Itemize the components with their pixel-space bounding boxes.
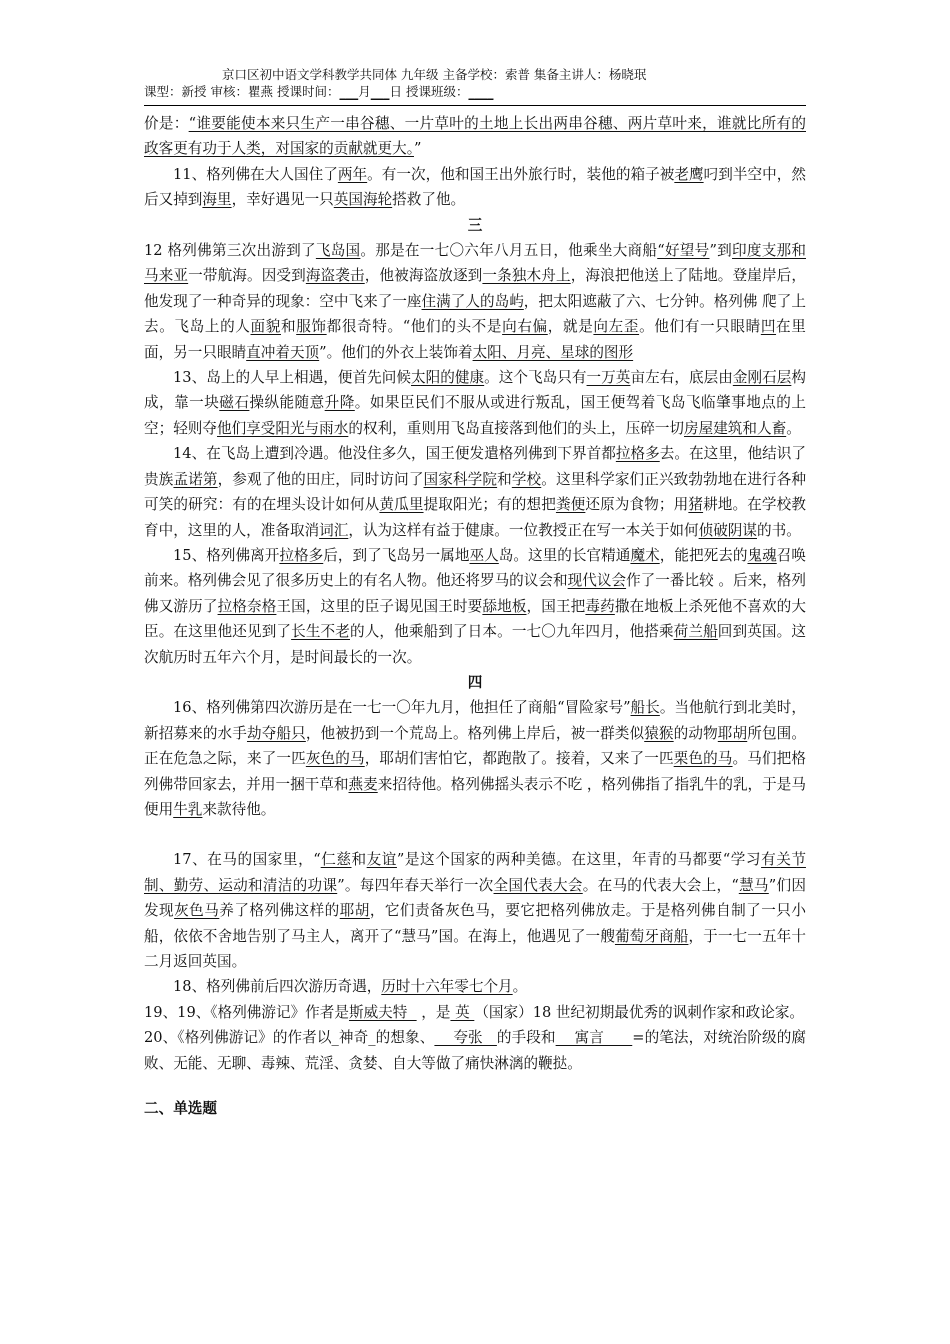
text: 11、格列佛在大人国住了: [173, 165, 338, 183]
header-rule: [144, 105, 806, 106]
answer: 一条独木舟上: [482, 267, 571, 285]
answer: 侦破阴谋: [698, 521, 757, 539]
text: 12 格列佛第三次出游到了: [144, 242, 316, 260]
answer: 海盗袭击: [305, 267, 365, 285]
text: 18、格列佛前后四次游历奇遇，: [173, 978, 382, 996]
answer: 历时十六年零七个月: [381, 978, 513, 996]
answer: 升降: [324, 394, 355, 412]
answer: 面貌: [250, 318, 281, 336]
answer: 一万英: [586, 369, 631, 387]
text: 15、格列佛离开: [173, 546, 280, 564]
answer: 粪便: [555, 496, 586, 514]
text: =的笔法，对统治阶级的腐败、无能、无聊、毒辣、荒淫、贪婪、自大等做了痛快淋漓的鞭挞。: [144, 1029, 806, 1072]
text: ，于一七一五年十二月返回英国。: [144, 927, 806, 970]
answer: 向左歪: [593, 318, 640, 336]
text: 和: [497, 470, 512, 488]
text: ，他被扔到一个荒岛上。格列佛上岸后，被一群类似: [305, 724, 645, 742]
section-heading-3: 三: [467, 216, 483, 234]
section-heading-4: 四: [467, 673, 483, 691]
blank-line: [144, 822, 806, 847]
answer: 荷兰船: [673, 623, 718, 641]
answer: 他们享受阳光与雨水: [216, 419, 349, 437]
answer: 学校: [511, 470, 542, 488]
answer: 金刚石层: [732, 369, 792, 387]
text: 20、《格列佛游记》的作者以_神奇_的想象、: [144, 1029, 435, 1047]
text: 。有一次，他和国王出外旅行时，装他的箱子被: [367, 165, 675, 183]
text: ，认为这样有益于健康。一位教授正在写一本关于如何: [348, 521, 699, 539]
text: 16、格列佛第四次游历是在一七一〇年九月，他担任了商船“冒险家号”: [173, 699, 631, 717]
answer: 海里: [202, 191, 232, 209]
answer: 英: [450, 1003, 475, 1021]
answer: 长生不老: [291, 623, 350, 641]
answer: 国家科学院: [423, 470, 498, 488]
answer: 猪: [688, 496, 704, 514]
paragraph-14: [144, 441, 806, 543]
document-body: [144, 111, 806, 1121]
answer: 巫人: [469, 546, 499, 564]
answer: 太阳的健康: [411, 369, 485, 387]
text: ，海浪把他送上了陆地。登崖岸后，他发现了一种奇异的现象：空中飞来了一座: [144, 267, 806, 310]
text: ，他被海盗放逐到: [364, 267, 483, 285]
answer: 船长: [630, 699, 660, 717]
text: ”是这个国家的两种美德。在这里，年青的马都要“学习: [396, 851, 762, 869]
text: 17、在马的国家里，“: [173, 851, 321, 869]
section-heading-single-choice: 二、单选题: [144, 1100, 217, 1118]
paragraph-12: [144, 238, 806, 365]
answer: 魔术: [630, 546, 660, 564]
text: 的书。: [757, 521, 801, 539]
paragraph-18: [144, 974, 806, 999]
text: ”。他们的外衣上装饰着: [319, 343, 473, 361]
class-blank: ____: [468, 84, 494, 99]
paragraph-20: [144, 1025, 806, 1076]
text: ，参观了他的田庄，同时访问了: [217, 470, 424, 488]
text: 还原为食物；用: [585, 496, 689, 514]
text: （国家）18 世纪初期最优秀的讽刺作家和政论家。: [474, 1003, 805, 1021]
answer: 房屋建筑和人畜: [684, 419, 787, 437]
text: 。这里科学家们正兴致勃勃地在进行各种可笑的研究：有的在埋头设计如何从: [144, 470, 806, 514]
header-line-1: 京口区初中语文学科教学共同体 九年级 主备学校：索普 集备主讲人：杨晓珉: [222, 67, 647, 82]
text: 提取阳光；有的想把: [423, 496, 556, 514]
answer: 夸张: [434, 1029, 497, 1047]
text: 的权利，重则用飞岛直接落到他们的头上，压碎一切: [348, 419, 685, 437]
answer: 仁慈: [320, 851, 352, 869]
text: 19、19、《格列佛游记》作者是: [144, 1003, 349, 1021]
paragraph-10-cont: [144, 111, 806, 162]
answer: 两年: [337, 165, 368, 183]
text: 养了格列佛这样的: [219, 902, 340, 920]
text: 耕地。在学校教育中，这里的人，准备取消: [144, 496, 806, 539]
text: 。: [512, 978, 528, 996]
header-course-info: 课型：新授 审核：瞿燕 授课时间：: [144, 84, 340, 99]
paragraph-13: [144, 365, 806, 441]
answer: 黄瓜里: [379, 496, 424, 514]
answer: 太阳、月亮、星球的图形: [472, 343, 634, 361]
text: 13、岛上的人早上相遇，便首先问候: [173, 369, 412, 387]
text: ”: [413, 140, 422, 158]
answer: 耶胡: [717, 724, 748, 742]
day-blank: ___: [370, 84, 390, 99]
text: 。在马的代表大会上，“: [582, 876, 739, 894]
header-class-label: 日 授课班级：: [389, 84, 469, 99]
text: ，国王把: [526, 597, 586, 615]
answer: 服饰: [296, 318, 327, 336]
text: 。马们把格列佛带回家去，并用一捆干草和: [144, 750, 806, 793]
paragraph-19: [144, 1000, 806, 1025]
paragraph-15: [144, 543, 806, 670]
answer: “谁要能使本来只生产一串谷穗、一片草叶的土地上长出两串谷穗、两片草叶来，谁就比所有的政客更有功于人类，对国家的贡献就更大。: [144, 115, 806, 158]
text: ”到: [709, 242, 733, 260]
text: 回到英国。这次航历时五年六个月，是时间最长的一次。: [144, 623, 806, 666]
paragraph-11: [144, 162, 806, 213]
answer: 印度支那和马来亚: [144, 242, 806, 285]
answer: 鬼魂: [747, 546, 777, 564]
text: 的动物: [673, 724, 718, 742]
text: ”。每四年春天举行一次: [337, 876, 494, 894]
answer: 毒药: [585, 597, 615, 615]
text: 。那是在一七〇六年八月五日，他乘坐大商船: [360, 242, 658, 260]
text: 来招待他。格列佛摇头表示不吃 ，格列佛指了指乳牛的乳，于是马便用: [144, 775, 806, 818]
text: 召唤前来。格列佛会见了很多历史上的有名人物。他还将罗马的议会和: [144, 546, 806, 590]
answer: 直冲着天顶: [246, 343, 320, 361]
answer: 拉格奈格: [217, 597, 277, 615]
answer: 斯威夫特: [348, 1003, 417, 1021]
text: 和: [280, 318, 297, 336]
text: 亩左右，底层由: [630, 369, 733, 387]
text: 王国，这里的臣子谒见国王时要: [276, 597, 483, 615]
text: 。这个飞岛只有: [484, 369, 587, 387]
text: ，是: [416, 1003, 451, 1021]
text: 和: [351, 851, 367, 869]
paragraph-16: [144, 695, 806, 822]
answer: 耶胡: [339, 902, 370, 920]
text: 操纵能随意: [249, 394, 325, 412]
header-line-2: [144, 83, 806, 100]
answer: 住满了人的岛屿: [421, 292, 524, 310]
answer: 英国海轮: [333, 191, 393, 209]
answer: 猿猴: [644, 724, 674, 742]
text: 作了一番比较 。后来，格列佛又游历了: [144, 572, 806, 615]
text: 14、在飞岛上遭到冷遇。他没住多久，国王便发遣格列佛到下界首都: [173, 445, 616, 463]
text: 价是：: [144, 115, 189, 132]
text: 。当他航行到北美时，新招募来的水手: [144, 699, 806, 742]
text: ，它们责备灰色马，要它把格列佛放走。于是格列佛自制了一只小船，依依不舍地告别了马主人，离开了“慧马”国。在海上，他遇见了一艘: [144, 902, 806, 945]
text: 都很奇特。“他们的头不是: [326, 318, 503, 336]
text: 一带航海。因受到: [188, 267, 306, 285]
answer: 慧马: [738, 876, 769, 894]
answer: 栗色的马: [673, 750, 733, 768]
text: 去。在这里，他结识了贵族: [144, 445, 806, 488]
answer: 全国代表大会: [493, 876, 583, 894]
text: ，耶胡们害怕它，都跑散了。接着，又来了一匹: [364, 750, 674, 768]
text: ，能把死去的: [659, 546, 748, 564]
answer: 寓言: [555, 1029, 633, 1047]
text: 。他们有一只眼睛: [639, 318, 761, 336]
answer: 燕麦: [348, 775, 378, 793]
text: ，幸好遇见一只: [231, 191, 334, 209]
text: ，把太阳遮蔽了六、七分钟。格列佛 爬了上去。飞岛上的人: [144, 292, 806, 336]
text: 在里面，另一只眼睛: [144, 318, 806, 361]
paragraph-17: [144, 847, 806, 974]
text: 来款待他。: [202, 800, 276, 818]
text: 后，到了飞岛另一属地: [323, 546, 470, 564]
answer: “好望号: [657, 242, 710, 260]
answer: 灰色的马: [305, 750, 365, 768]
text: 构成，靠一块: [144, 369, 806, 412]
answer: 牛乳: [173, 800, 203, 818]
answer: 葡萄牙商船: [614, 927, 689, 945]
text: 撒在地板上杀死他不喜欢的大臣。在这里他还见到了: [144, 597, 806, 641]
answer: 现代议会: [567, 572, 627, 590]
answer: 词汇: [319, 521, 349, 539]
answer: 劫夺船只: [246, 724, 306, 742]
text: 搭救了他。: [392, 191, 466, 209]
text: 。如果臣民们不服从或进行叛乱，国王便驾着飞岛飞临肇事地点的上空；轻则夺: [144, 394, 806, 437]
answer: 友谊: [366, 851, 397, 869]
document-page: [144, 66, 806, 1121]
answer: 磁石: [219, 394, 250, 412]
text: 。: [786, 419, 801, 437]
answer: 拉格多: [615, 445, 660, 463]
text: 叼到半空中，然后又掉到: [144, 165, 806, 209]
answer: 拉格多: [279, 546, 324, 564]
answer: 灰色马: [174, 902, 220, 920]
text: 的手段和: [496, 1029, 556, 1047]
answer: 孟诺第: [173, 470, 218, 488]
text: 所包围。正在危急之际，来了一匹: [144, 724, 806, 768]
answer: 有关节制、勤劳、运动和清洁的功课: [144, 851, 806, 894]
answer: 舔地板: [482, 597, 527, 615]
month-blank: ___: [339, 84, 359, 99]
answer: 飞岛国: [315, 242, 361, 260]
answer: 老鹰: [674, 165, 704, 183]
header-month-label: 月: [358, 84, 371, 99]
text: 的人，他乘船到了日本。一七〇九年四月，他搭乘: [349, 623, 674, 641]
answer: 凹: [760, 318, 777, 336]
answer: 向右偏: [502, 318, 548, 336]
text: ”们因发现: [144, 876, 806, 920]
text: ，就是: [547, 318, 594, 336]
text: 岛。这里的长官精通: [498, 546, 631, 564]
